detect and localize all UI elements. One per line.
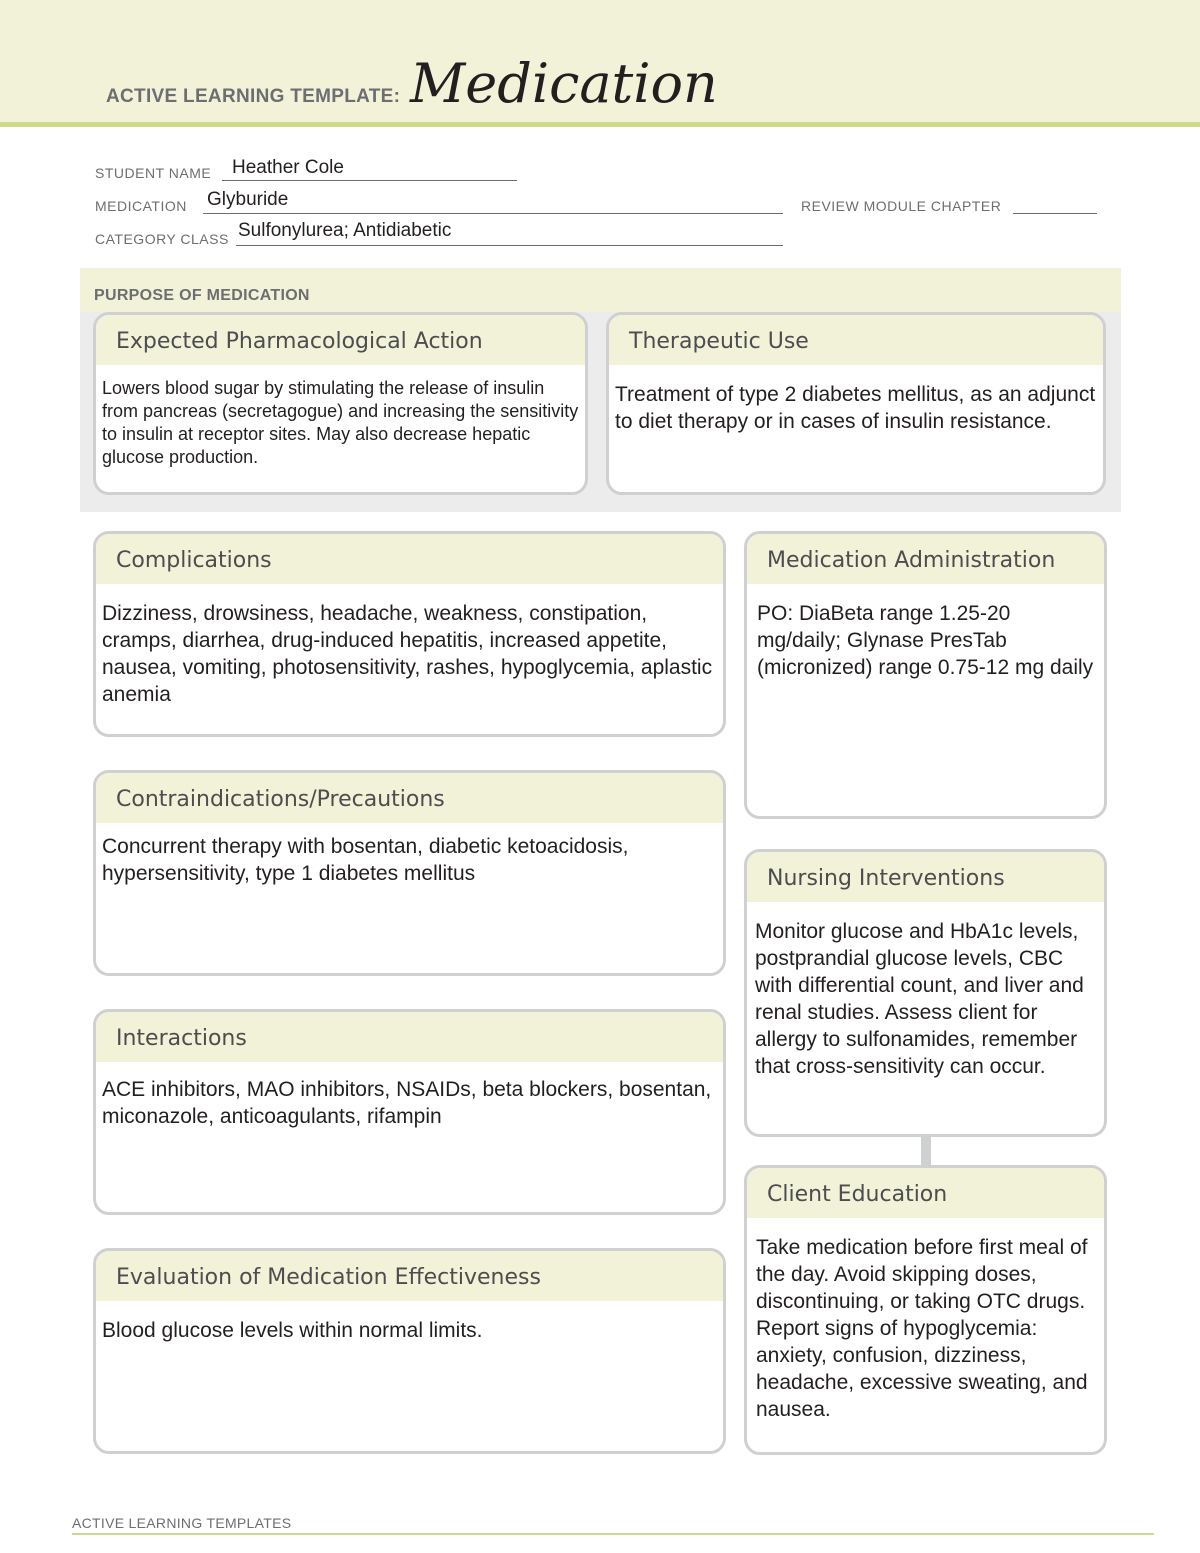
contraindications-text[interactable]: Concurrent therapy with bosentan, diabetic ketoacidosis, hypersensitivity, type 1 diabetes mellitus — [102, 835, 629, 885]
nursing-text[interactable]: Monitor glucose and HbA1c levels, postprandial glucose levels, CBC with differential count, and liver and renal studies. Assess client for allergy to sulfonamides, remember that cross-sensitivity can occur. — [755, 920, 1084, 1078]
complications-card — [93, 531, 726, 737]
administration-title: Medication Administration — [767, 548, 1056, 573]
review-module-label: REVIEW MODULE CHAPTER — [801, 198, 1002, 214]
page-title: Medication — [410, 52, 718, 115]
category-label: CATEGORY CLASS — [95, 231, 229, 247]
therapeutic-use-text[interactable]: Treatment of type 2 diabetes mellitus, as an adjunct to diet therapy or in cases of insulin resistance. — [615, 383, 1096, 433]
expected-action-text[interactable]: Lowers blood sugar by stimulating the release of insulin from pancreas (secretagogue) and increasing the sensitivity to insulin at receptor sites. May also decrease hepatic glucose production. — [102, 378, 579, 467]
administration-text[interactable]: PO: DiaBeta range 1.25-20 mg/daily; Glynase PresTab (micronized) range 0.75-12 mg daily — [757, 602, 1094, 679]
interactions-card — [93, 1009, 726, 1215]
interactions-header — [96, 1012, 723, 1062]
template-label: ACTIVE LEARNING TEMPLATE: — [106, 86, 401, 107]
contraindications-header — [96, 773, 723, 823]
card-connector — [921, 1134, 931, 1166]
interactions-title: Interactions — [116, 1026, 247, 1051]
therapeutic-use-title: Therapeutic Use — [629, 329, 809, 354]
footer-label: ACTIVE LEARNING TEMPLATES — [72, 1515, 292, 1531]
nursing-header — [747, 852, 1104, 902]
header-rule — [0, 122, 1200, 127]
administration-card — [744, 531, 1107, 819]
interactions-text[interactable]: ACE inhibitors, MAO inhibitors, NSAIDs, beta blockers, bosentan, miconazole, anticoagulants, rifampin — [102, 1078, 712, 1128]
footer-rule — [72, 1533, 1154, 1535]
client-education-card — [744, 1165, 1107, 1455]
student-name-line — [222, 180, 517, 181]
administration-header — [747, 534, 1104, 584]
complications-title: Complications — [116, 548, 272, 573]
contraindications-title: Contraindications/Precautions — [116, 787, 445, 812]
medication-field[interactable]: Glyburide — [207, 189, 289, 210]
evaluation-card — [93, 1248, 726, 1454]
expected-action-title: Expected Pharmacological Action — [116, 329, 483, 354]
category-line — [236, 245, 783, 246]
client-education-title: Client Education — [767, 1182, 948, 1207]
evaluation-header — [96, 1251, 723, 1301]
complications-text[interactable]: Dizziness, drowsiness, headache, weakness, constipation, cramps, diarrhea, drug-induced hepatitis, increased appetite, nausea, vomiting, photosensitivity, rashes, hypoglycemia, aplastic anemia — [102, 602, 713, 706]
client-education-text[interactable]: Take medication before first meal of the day. Avoid skipping doses, discontinuing, or taking OTC drugs. Report signs of hypoglycemia: anxiety, confusion, dizziness, headache, excessive sweating, and nausea. — [756, 1236, 1088, 1421]
therapeutic-use-header — [609, 315, 1103, 365]
category-field[interactable]: Sulfonylurea; Antidiabetic — [238, 220, 452, 241]
review-module-line — [1013, 213, 1097, 214]
evaluation-title: Evaluation of Medication Effectiveness — [116, 1265, 541, 1290]
contraindications-card — [93, 770, 726, 976]
evaluation-text[interactable]: Blood glucose levels within normal limits. — [102, 1319, 483, 1342]
medication-line — [203, 213, 783, 214]
medication-label: MEDICATION — [95, 198, 187, 214]
student-name-label: STUDENT NAME — [95, 165, 212, 181]
nursing-title: Nursing Interventions — [767, 866, 1005, 891]
complications-header — [96, 534, 723, 584]
student-name-field[interactable]: Heather Cole — [232, 157, 344, 178]
nursing-card — [744, 849, 1107, 1137]
purpose-heading: PURPOSE OF MEDICATION — [94, 287, 310, 304]
expected-action-card — [93, 312, 588, 495]
therapeutic-use-card — [606, 312, 1106, 495]
client-education-header — [747, 1168, 1104, 1218]
expected-action-header — [96, 315, 585, 365]
